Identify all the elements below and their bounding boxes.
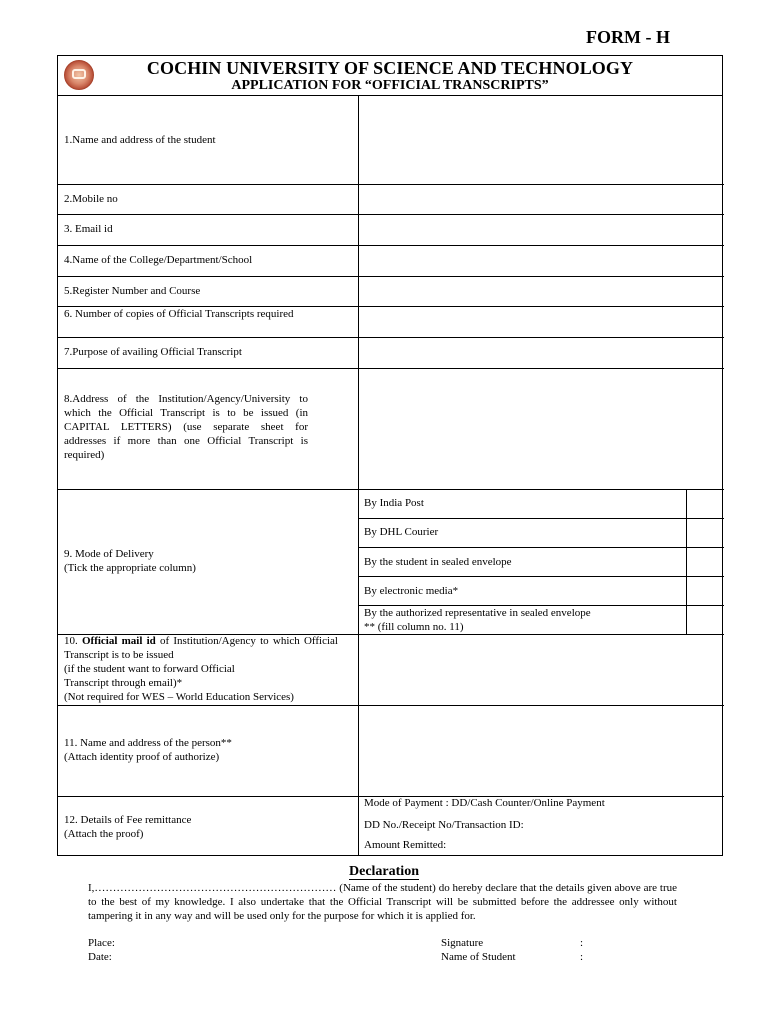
place-label: Place: — [88, 937, 115, 949]
tick-box-electronic[interactable] — [687, 577, 724, 605]
field-official-mail-id[interactable] — [359, 635, 724, 705]
field-authorized-person[interactable] — [359, 706, 724, 796]
field-institution-address[interactable] — [359, 369, 724, 489]
tick-box-dhl[interactable] — [687, 519, 724, 547]
label-purpose: 7.Purpose of availing Official Transcript — [64, 346, 242, 358]
delivery-option-electronic: By electronic media* — [364, 585, 459, 597]
fee-dd-number: DD No./Receipt No/Transaction ID: — [364, 819, 524, 831]
label-register-number: 5.Register Number and Course — [64, 285, 201, 297]
label-official-mail-id — [64, 634, 338, 704]
university-name: COCHIN UNIVERSITY OF SCIENCE AND TECHNOLOGY — [146, 58, 634, 78]
official-mail-id-note3: (Not required for WES – World Education Services) — [64, 691, 294, 703]
fee-amount-remitted: Amount Remitted: — [364, 839, 447, 851]
field-copies[interactable] — [359, 307, 724, 337]
label-copies: 6. Number of copies of Official Transcripts required — [64, 308, 294, 320]
field-mobile-no[interactable] — [359, 185, 724, 214]
authorized-person-title: 11. Name and address of the person** — [64, 737, 232, 749]
field-college[interactable] — [359, 246, 724, 276]
delivery-option-student: By the student in sealed envelope — [364, 556, 512, 568]
name-of-student-label: Name of Student — [441, 951, 516, 963]
delivery-option-representative — [364, 606, 682, 634]
label-mode-of-delivery — [64, 547, 354, 575]
field-register-number[interactable] — [359, 277, 724, 306]
official-mail-id-desc — [64, 634, 338, 662]
tick-box-student[interactable] — [687, 548, 724, 576]
declaration-title-text: Declaration — [349, 864, 419, 879]
field-email-id[interactable] — [359, 215, 724, 245]
delivery-option-dhl: By DHL Courier — [364, 526, 439, 538]
delivery-divider — [358, 576, 724, 577]
label-email-id: 3. Email id — [64, 223, 113, 235]
authorized-person-hint: (Attach identity proof of authorize) — [64, 751, 220, 763]
form-subtitle: APPLICATION FOR “OFFICIAL TRANSCRIPTS” — [231, 78, 549, 93]
mode-of-delivery-hint: (Tick the appropriate column) — [64, 562, 196, 574]
signature-label: Signature — [441, 937, 484, 949]
tick-box-representative[interactable] — [687, 606, 724, 634]
label-college: 4.Name of the College/Department/School — [64, 254, 253, 266]
declaration-title — [0, 864, 768, 880]
field-student-name-address[interactable] — [359, 97, 724, 184]
form-label: FORM - H — [586, 27, 670, 47]
delivery-option-india-post: By India Post — [364, 497, 424, 509]
field-purpose[interactable] — [359, 338, 724, 368]
official-mail-id-note2: Transcript through email)* — [64, 677, 183, 689]
delivery-divider — [358, 547, 724, 548]
label-authorized-person — [64, 736, 354, 764]
label-institution-address: 8.Address of the Institution/Agency/University to which the Official Transcript is to be issued (in CAPITAL LETTERS) (use separate sheet for addresses if more than one Official Transcript is required) — [64, 393, 308, 461]
fee-remittance-title: 12. Details of Fee remittance — [64, 814, 192, 826]
tick-box-india-post[interactable] — [687, 490, 724, 518]
label-fee-remittance — [64, 813, 354, 841]
label-student-name-address: 1.Name and address of the student — [64, 134, 216, 146]
row-divider — [58, 489, 724, 490]
delivery-divider — [358, 518, 724, 519]
signature-colon: : — [580, 937, 584, 949]
date-label: Date: — [88, 951, 112, 963]
declaration-body: I,………………………………………………………… (Name of the student) do hereby declare that the details given above are true to the best of my knowledge. I also undertake that the Official Transcript will be submitted before the addressee only without tampering it in any way and will be used only for the purpose for which it is applied for. — [88, 882, 677, 922]
application-form — [57, 55, 723, 856]
official-mail-id-prefix: 10. — [64, 635, 78, 647]
form-header — [58, 56, 722, 96]
official-mail-id-rest: of Institution/Agency to which Official Transcript is to be issued — [64, 635, 338, 661]
name-of-student-colon: : — [580, 951, 584, 963]
official-mail-id-bold: Official mail id — [81, 635, 156, 647]
official-mail-id-note1: (if the student want to forward Official — [64, 663, 235, 675]
label-mobile-no: 2.Mobile no — [64, 193, 118, 205]
representative-option-text: By the authorized representative in sealed envelope — [364, 607, 591, 619]
mode-of-delivery-title: 9. Mode of Delivery — [64, 548, 154, 560]
fee-mode-of-payment: Mode of Payment : DD/Cash Counter/Online Payment — [364, 797, 605, 809]
representative-option-note: ** (fill column no. 11) — [364, 621, 464, 633]
fee-remittance-hint: (Attach the proof) — [64, 828, 144, 840]
